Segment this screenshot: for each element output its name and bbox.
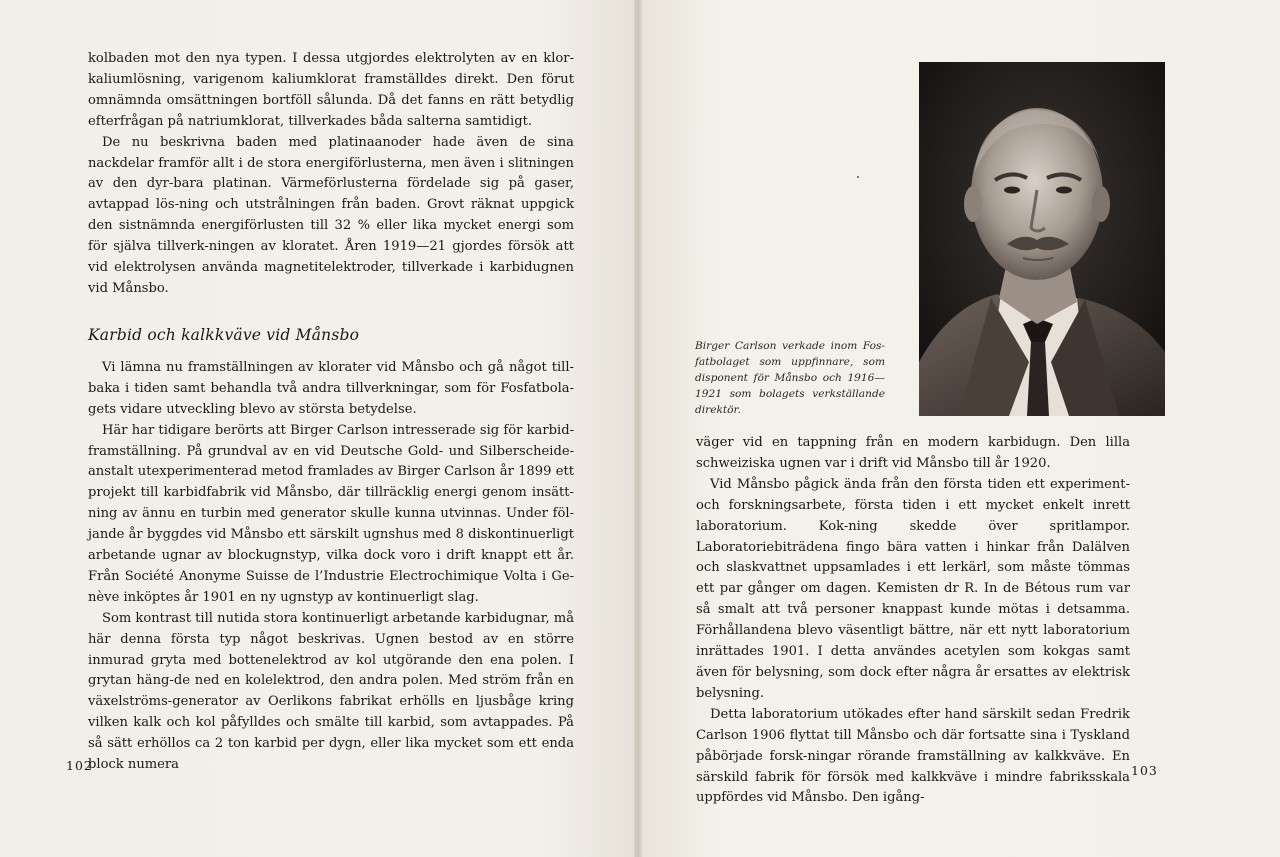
paragraph: De nu beskrivna baden med platinaanoder hade även de sina nackdelar framför allt i de stora energiförlusterna, men även i slitningen av den dyr-bara platinan. Värmeförlusterna fördelade sig på gaser, avtappad lös-ning och utstrålningen från baden. Grovt räknat uppgick den sistnämnda energiförlusten till 32 % eller lika mycket energi som för själva tillverk-ningen av kloratet. Åren 1919—21 gjordes försök att vid elektrolysen använda magnetitelektroder, tillverkade i karbidugnen vid Månsbo. <box>88 134 574 296</box>
paragraph: Vi lämna nu framställningen av klorater vid Månsbo och gå något till-baka i tiden samt behandla två andra tillverkningar, som för Fosfatbola-gets vidare utveckling blevo av största betydelse. <box>88 359 574 417</box>
page-number-right: 103 <box>1131 763 1158 778</box>
print-speck <box>857 176 859 178</box>
paragraph: kolbaden mot den nya typen. I dessa utgjordes elektrolyten av en klor-kaliumlösning, varigenom kaliumklorat framställdes direkt. Den förut omnämnda omsättningen bortföll sålunda. Då det fanns en rätt betydlig efterfrågan på natriumklorat, tillverkades båda salterna samtidigt. <box>88 51 574 129</box>
right-page-text <box>696 433 1130 809</box>
left-page-text <box>88 49 574 776</box>
portrait-photo <box>919 62 1165 416</box>
paragraph: Vid Månsbo pågick ända från den första tiden ett experiment- och forskningsarbete, första tiden i ett mycket enkelt inrett laboratorium. Kok-ning skedde över spritlampor. Laboratoriebiträdena fingo bära vatten i hinkar från Dalälven och slaskvattnet uppsamlades i ett lerkärl, som måste tömmas ett par gånger om dagen. Kemisten dr R. In de Bétous rum var så smalt att två personer knappast kunde mötas i detsamma. Förhållandena blevo väsentligt bättre, när ett nytt laboratorium inrättades 1901. I detta användes acetylen som kokgas samt även för belysning, som dock efter några år ersattes av elektrisk belysning. <box>696 476 1130 701</box>
book-gutter <box>634 0 642 857</box>
paragraph: Som kontrast till nutida stora kontinuerligt arbetande karbidugnar, må här denna första typ något beskrivas. Ugnen bestod av en större inmurad gryta med bottenelektrod av kol utgörande den ena polen. I grytan häng-de ned en kolelektrod, den andra polen. Med ström från en växelströms-generator av Oerlikons fabrikat erhölls en ljusbåge kring vilken kalk och kol påfylldes och smälte till karbid, som avtappades. På så sätt erhöllos ca 2 ton karbid per dygn, eller lika mycket som ett enda block numera <box>88 610 575 773</box>
section-heading: Karbid och kalkkväve vid Månsbo <box>88 325 360 344</box>
paragraph: Här har tidigare berörts att Birger Carlson intresserade sig för karbid-framställning. På grundval av en vid Deutsche Gold- und Silberscheide-anstalt utexperimenterad metod framlades av Birger Carlson år 1899 ett projekt till karbidfabrik vid Månsbo, där tillräcklig energi genom insätt-ning av ännu en turbin med generator skulle kunna utvinnas. Under föl-jande år byggdes vid Månsbo ett särskilt ugnshus med 8 diskontinuerligt arbetande ugnar av blockugnstyp, vilka dock voro i drift knappt ett år. Från Société Anonyme Suisse de l’Industrie Electrochimique Volta i Ge-nève inköptes år 1901 en ny ugnstyp av kontinuerligt slag. <box>88 422 574 605</box>
photo-caption: Birger Carlson verkade inom Fos-fatbolaget som uppfinnare, som disponent för Månsbo och 1916—1921 som bolagets verkställande direktör. <box>695 340 885 416</box>
portrait-illustration <box>919 62 1165 416</box>
paragraph: väger vid en tappning från en modern karbidugn. Den lilla schweiziska ugnen var i drift vid Månsbo till år 1920. <box>696 435 1130 471</box>
paragraph: Detta laboratorium utökades efter hand särskilt sedan Fredrik Carlson 1906 flyttat till Månsbo och där fortsatte sina i Tyskland påbörjade forsk-ningar rörande framställning av kalkkväve. En särskild fabrik för försök med kalkkväve i mindre fabriksskala uppfördes vid Månsbo. Den igång- <box>696 706 1130 806</box>
page-number-left: 102 <box>66 758 93 773</box>
